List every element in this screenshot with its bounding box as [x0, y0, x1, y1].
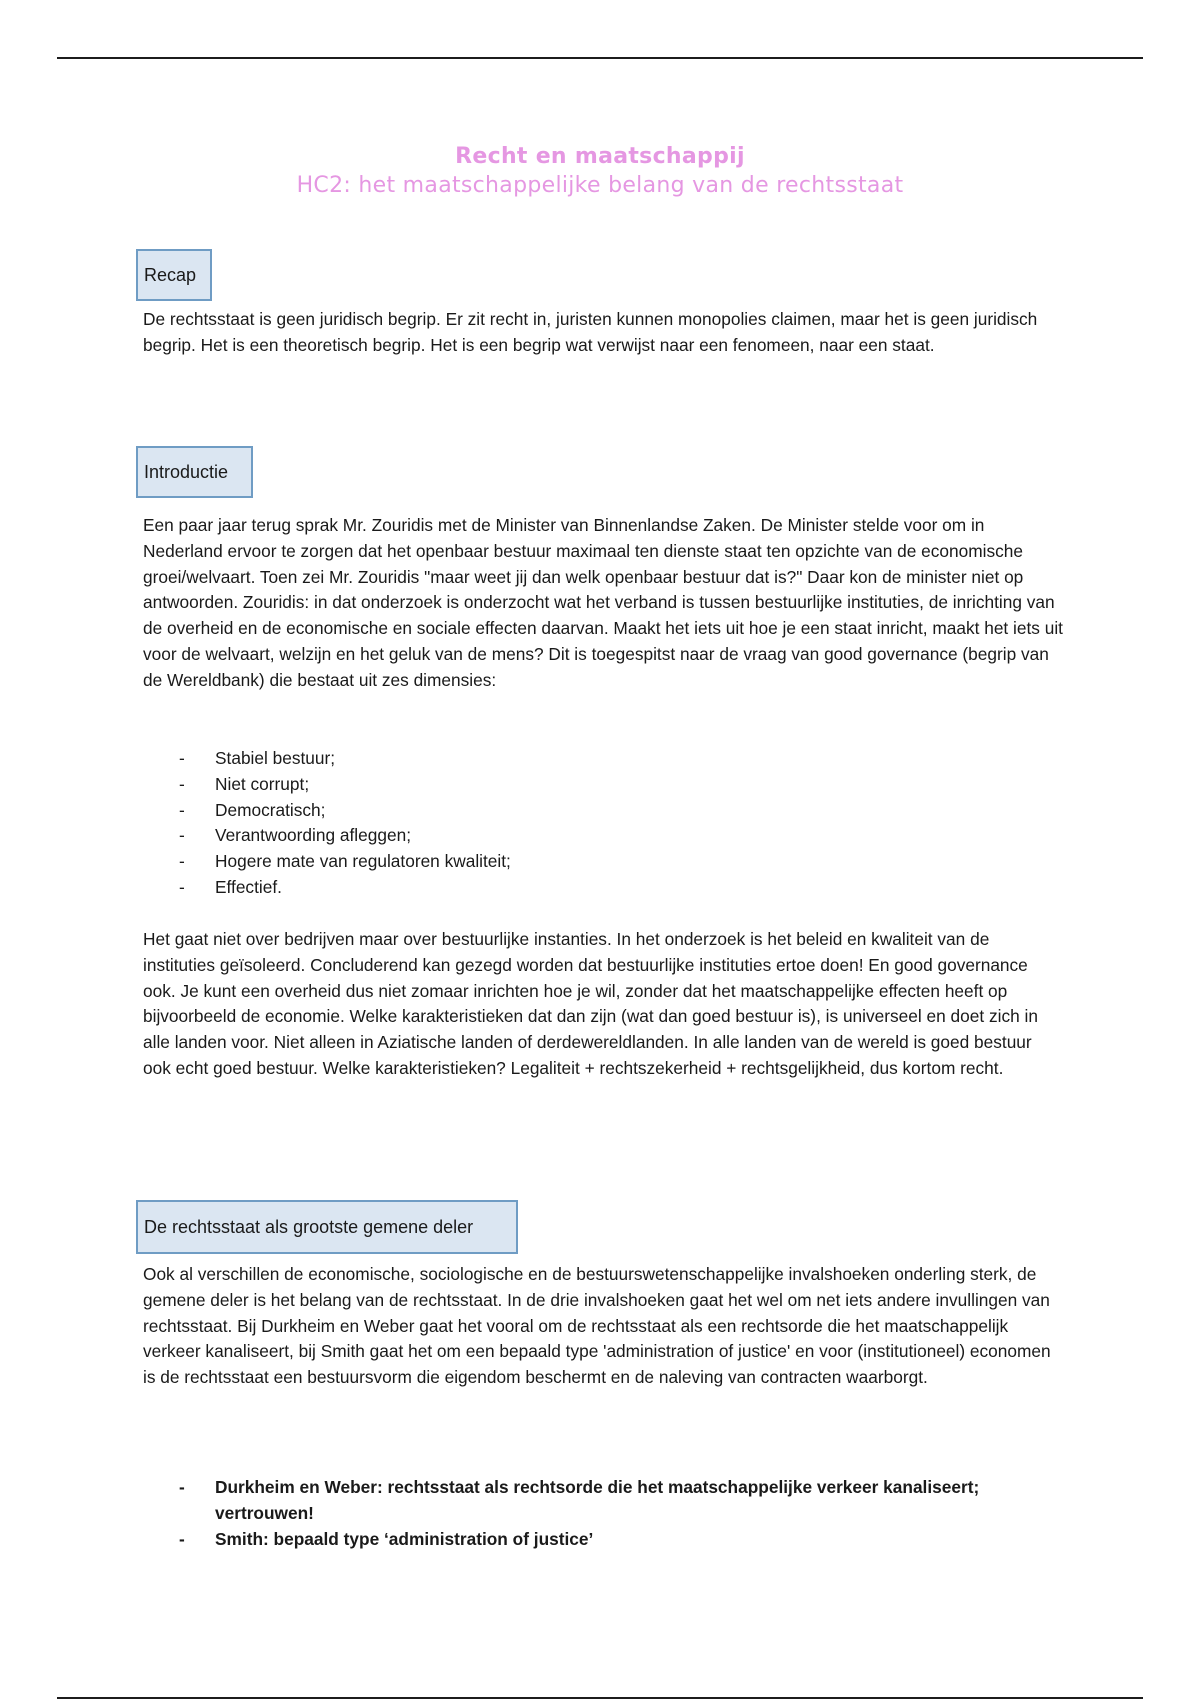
list-item: - Niet corrupt;	[143, 772, 511, 798]
heading-rechtsstaat-gemene-deler: De rechtsstaat als grootste gemene deler	[136, 1200, 518, 1254]
top-rule	[57, 57, 1143, 59]
list-item: - Smith: bepaald type ‘administration of justice’	[143, 1527, 1063, 1553]
list-item: - Democratisch;	[143, 798, 511, 824]
list-dash: -	[179, 748, 185, 768]
list-item: - Stabiel bestuur;	[143, 746, 511, 772]
list-item: - Verantwoording afleggen;	[143, 823, 511, 849]
list-item: - Hogere mate van regulatoren kwaliteit;	[143, 849, 511, 875]
bottom-rule	[57, 1697, 1143, 1699]
heading-introductie: Introductie	[136, 446, 253, 498]
list-dash: -	[179, 1477, 185, 1497]
introductie-paragraph-2: Het gaat niet over bedrijven maar over bestuurlijke instanties. In het onderzoek is het beleid en kwaliteit van de instituties geïsoleerd. Concluderend kan gezegd worden dat bestuurlijke instituties ertoe doen! En good governance ook. Je kunt een overheid dus niet zomaar inrichten hoe je wil, zonder dat het maatschappelijke effecten heeft op bijvoorbeeld de economie. Welke karakteristieken dat dan zijn (wat dan goed bestuur is), is universeel en doet zich in alle landen voor. Niet alleen in Aziatische landen of derdewereldlanden. In alle landen van de wereld is goed bestuur ook echt goed bestuur. Welke karakteristieken? Legaliteit + rechtszekerheid + rechtsgelijkheid, dus kortom recht.	[143, 929, 1038, 1078]
list-dash: -	[179, 799, 185, 820]
list-dash: -	[179, 876, 185, 897]
list-dash: -	[179, 825, 185, 846]
title-subtitle: HC2: het maatschappelijke belang van de rechtsstaat	[296, 173, 904, 198]
perspectives-list	[143, 1475, 1063, 1552]
list-dash: -	[179, 1528, 185, 1549]
gemene-deler-paragraph: Ook al verschillen de economische, sociologische en de bestuurswetenschappelijke invalshoeken onderling sterk, de gemene deler is het belang van de rechtsstaat. In de drie invalshoeken gaat het wel om net iets andere invullingen van rechtsstaat. Bij Durkheim en Weber gaat het vooral om de rechtsstaat als een rechtsorde die het maatschappelijk verkeer kanaliseert, bij Smith gaat het om een bepaald type 'administration of justice' en voor (institutioneel) economen is de rechtsstaat een bestuursvorm die eigendom beschermt en de naleving van contracten waarborgt.	[143, 1264, 1051, 1388]
good-governance-dimensions-list	[143, 746, 511, 901]
introductie-paragraph-1: Een paar jaar terug sprak Mr. Zouridis met de Minister van Binnenlandse Zaken. De Minister stelde voor om in Nederland ervoor te zorgen dat het openbaar bestuur maximaal ten dienste staat ten opzichte van de economische groei/welvaart. Toen zei Mr. Zouridis "maar weet jij dan welk openbaar bestuur dat is?" Daar kon de minister niet op antwoorden. Zouridis: in dat onderzoek is onderzocht wat het verband is tussen bestuurlijke instituties, de inrichting van de overheid en de economische en sociale effecten daarvan. Maakt het iets uit hoe je een staat inricht, maakt het iets uit voor de welvaart, welzijn en het geluk van de mens? Dit is toegespitst naar de vraag van good governance (begrip van de Wereldbank) die bestaat uit zes dimensies:	[143, 515, 1063, 690]
list-dash: -	[179, 773, 185, 794]
heading-recap: Recap	[136, 249, 212, 301]
document-title	[0, 142, 1200, 200]
list-item: - Durkheim en Weber: rechtsstaat als rechtsorde die het maatschappelijke verkeer kanaliseert; vertrouwen!	[179, 1477, 980, 1523]
title-main: Recht en maatschappij	[455, 144, 745, 169]
list-item: - Effectief.	[143, 875, 511, 901]
recap-paragraph: De rechtsstaat is geen juridisch begrip. Er zit recht in, juristen kunnen monopolies claimen, maar het is geen juridisch begrip. Het is een theoretisch begrip. Het is een begrip wat verwijst naar een fenomeen, naar een staat.	[143, 309, 1038, 355]
list-dash: -	[179, 851, 185, 872]
